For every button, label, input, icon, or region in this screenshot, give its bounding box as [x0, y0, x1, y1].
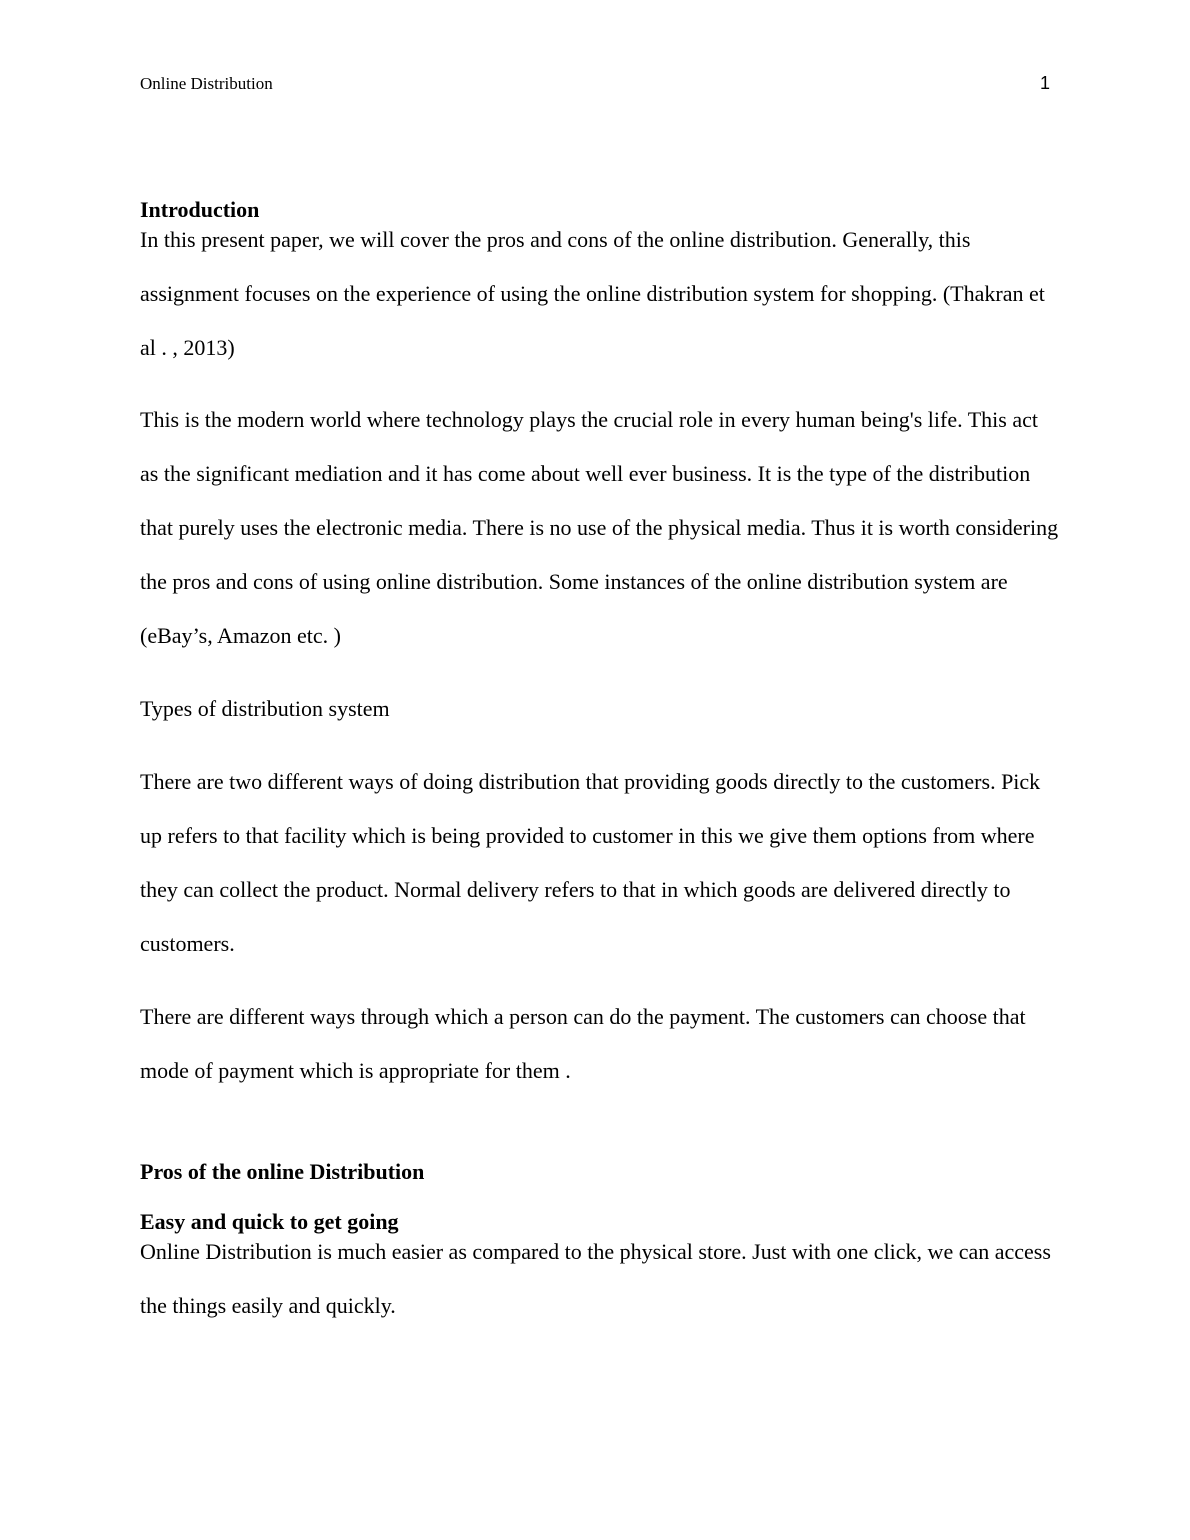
pros-subheading-easy-quick: Easy and quick to get going [140, 1209, 399, 1234]
pros-paragraph-1: Online Distribution is much easier as compared to the physical store. Just with one click, we can access the things easily and quickly. [140, 1239, 1051, 1318]
document-body [140, 195, 1060, 1333]
page-number: 1 [1039, 73, 1050, 93]
types-paragraph-1: There are two different ways of doing distribution that providing goods directly to the customers. Pick up refers to that facility which is being provided to customer in this we give them options from where they can collect the product. Normal delivery refers to that in which goods are delivered directly to customers. [140, 769, 1041, 956]
running-header-title: Online Distribution [140, 74, 273, 93]
introduction-heading: Introduction [140, 197, 260, 222]
pros-heading: Pros of the online Distribution [140, 1159, 425, 1184]
introduction-paragraph-1: In this present paper, we will cover the pros and cons of the online distribution. Generally, this assignment focuses on the experience of using the online distribution system for shopping. (Thakran et al . , 2013) [140, 227, 1045, 360]
introduction-paragraph-2: This is the modern world where technology plays the crucial role in every human being's life. This act as the significant mediation and it has come about well ever business. It is the type of the distribution that purely uses the electronic media. There is no use of the physical media. Thus it is worth considering the pros and cons of using online distribution. Some instances of the online distribution system are (eBay’s, Amazon etc. ) [140, 407, 1059, 648]
types-paragraph-2: There are different ways through which a person can do the payment. The customers can choose that mode of payment which is appropriate for them . [140, 1004, 1026, 1083]
types-heading: Types of distribution system [140, 696, 390, 721]
